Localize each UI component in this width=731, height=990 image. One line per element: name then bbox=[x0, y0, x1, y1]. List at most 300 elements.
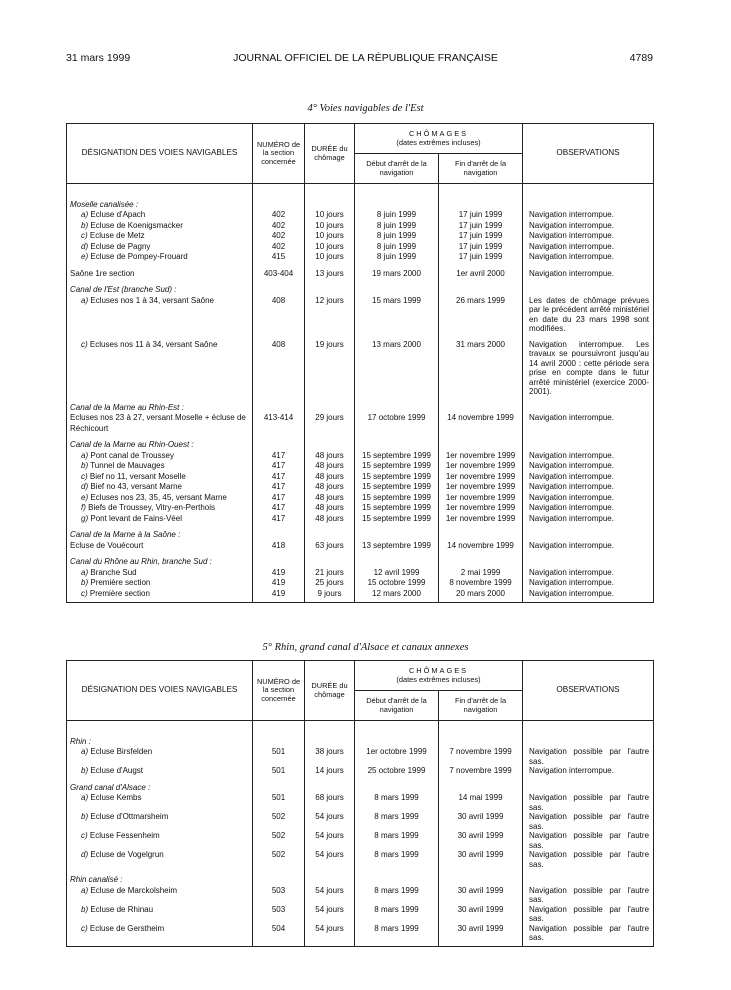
duree-cell: 68 jours bbox=[305, 793, 355, 812]
empty-cell bbox=[439, 194, 523, 211]
designation-cell bbox=[67, 578, 253, 589]
col-duree: DURÉE du chômage bbox=[305, 661, 355, 721]
empty-cell bbox=[523, 397, 654, 414]
debut-cell: 15 septembre 1999 bbox=[355, 493, 439, 504]
table-row bbox=[67, 812, 654, 831]
debut-cell: 17 octobre 1999 bbox=[355, 413, 439, 434]
empty-cell bbox=[305, 524, 355, 541]
group-heading-row bbox=[67, 397, 654, 414]
duree-cell: 48 jours bbox=[305, 514, 355, 525]
item-name: Ecluse de Pompey-Frouard bbox=[90, 252, 188, 261]
designation-cell bbox=[67, 831, 253, 850]
table-row bbox=[67, 589, 654, 603]
empty-cell bbox=[305, 551, 355, 568]
item-letter: f) bbox=[81, 503, 86, 512]
observations-cell: Navigation interrompue. bbox=[523, 493, 654, 504]
numero-cell: 417 bbox=[253, 461, 305, 472]
empty-cell bbox=[439, 777, 523, 794]
observations-cell: Les dates de chômage prévues par le précédent arrêté ministériel en date du 23 mars 1998 sont modifiées. bbox=[523, 296, 654, 334]
item-name: Ecluses nos 23 à 27, versant Moselle + écluse de Réchicourt bbox=[70, 413, 246, 433]
empty-cell bbox=[523, 721, 654, 731]
observations-cell: Navigation interrompue. bbox=[523, 252, 654, 263]
fin-cell: 20 mars 2000 bbox=[439, 589, 523, 603]
observations-cell: Navigation possible par l'autre sas. bbox=[523, 812, 654, 831]
observations-cell: Navigation possible par l'autre sas. bbox=[523, 850, 654, 869]
debut-cell: 8 mars 1999 bbox=[355, 905, 439, 924]
table-row bbox=[67, 263, 654, 280]
table-row bbox=[67, 242, 654, 253]
item-name: Ecluse d'Augst bbox=[90, 766, 144, 775]
empty-cell bbox=[305, 279, 355, 296]
empty-cell bbox=[439, 524, 523, 541]
fin-cell: 1er novembre 1999 bbox=[439, 503, 523, 514]
item-letter: a) bbox=[81, 450, 89, 460]
designation-cell bbox=[67, 296, 253, 334]
group-heading: Canal de l'Est (branche Sud) : bbox=[67, 279, 253, 296]
empty-cell bbox=[439, 434, 523, 451]
empty-cell bbox=[253, 777, 305, 794]
debut-cell: 15 septembre 1999 bbox=[355, 514, 439, 525]
numero-cell: 419 bbox=[253, 568, 305, 579]
empty-cell bbox=[523, 524, 654, 541]
group-heading: Canal de la Marne au Rhin-Est : bbox=[67, 397, 253, 414]
item-letter: a) bbox=[81, 210, 89, 219]
table-row bbox=[67, 886, 654, 905]
observations-cell: Navigation interrompue. bbox=[523, 541, 654, 552]
observations-cell: Navigation possible par l'autre sas. bbox=[523, 924, 654, 947]
item-letter: b) bbox=[81, 461, 89, 470]
item-letter: c) bbox=[81, 339, 88, 349]
empty-cell bbox=[253, 524, 305, 541]
empty-cell bbox=[439, 184, 523, 194]
fin-cell: 14 mai 1999 bbox=[439, 793, 523, 812]
duree-cell: 54 jours bbox=[305, 831, 355, 850]
debut-cell: 15 octobre 1999 bbox=[355, 578, 439, 589]
item-letter: e) bbox=[81, 492, 89, 502]
numero-cell: 502 bbox=[253, 831, 305, 850]
designation-cell bbox=[67, 812, 253, 831]
col-chomages bbox=[355, 124, 523, 154]
duree-cell: 29 jours bbox=[305, 413, 355, 434]
empty-cell bbox=[355, 524, 439, 541]
empty-cell bbox=[523, 434, 654, 451]
col-debut: Début d'arrêt de la navigation bbox=[355, 154, 439, 184]
numero-cell: 417 bbox=[253, 482, 305, 493]
fin-cell: 30 avril 1999 bbox=[439, 831, 523, 850]
numero-cell: 413-414 bbox=[253, 413, 305, 434]
designation-cell bbox=[67, 461, 253, 472]
item-name: Ecluses nos 23, 35, 45, versant Marne bbox=[90, 492, 227, 502]
group-heading-row bbox=[67, 551, 654, 568]
empty-cell bbox=[253, 434, 305, 451]
item-name: Ecluse de Vogelgrun bbox=[90, 850, 164, 859]
table-row bbox=[67, 747, 654, 766]
empty-cell bbox=[67, 184, 253, 194]
col-designation: DÉSIGNATION DES VOIES NAVIGABLES bbox=[67, 124, 253, 184]
duree-cell: 25 jours bbox=[305, 578, 355, 589]
observations-cell: Navigation possible par l'autre sas. bbox=[523, 747, 654, 766]
chomages-sub: (dates extrêmes incluses) bbox=[396, 137, 481, 147]
duree-cell: 54 jours bbox=[305, 886, 355, 905]
empty-cell bbox=[253, 194, 305, 211]
fin-cell: 31 mars 2000 bbox=[439, 334, 523, 397]
fin-cell: 17 juin 1999 bbox=[439, 231, 523, 242]
item-name: Saône 1re section bbox=[70, 268, 135, 278]
observations-cell: Navigation interrompue. bbox=[523, 461, 654, 472]
debut-cell: 12 mars 2000 bbox=[355, 589, 439, 603]
col-numero: NUMÉRO de la section concernée bbox=[253, 124, 305, 184]
item-name: Bief no 11, versant Moselle bbox=[89, 471, 186, 481]
table-row bbox=[67, 210, 654, 221]
item-name: Ecluse d'Apach bbox=[90, 210, 146, 219]
designation-cell bbox=[67, 221, 253, 232]
observations-cell: Navigation interrompue. bbox=[523, 589, 654, 603]
observations-cell: Navigation interrompue. bbox=[523, 231, 654, 242]
numero-cell: 402 bbox=[253, 210, 305, 221]
duree-cell: 38 jours bbox=[305, 747, 355, 766]
observations-cell: Navigation interrompue. bbox=[523, 514, 654, 525]
duree-cell: 12 jours bbox=[305, 296, 355, 334]
empty-cell bbox=[355, 869, 439, 886]
spacer-row bbox=[67, 721, 654, 731]
fin-cell: 1er novembre 1999 bbox=[439, 482, 523, 493]
debut-cell: 8 juin 1999 bbox=[355, 252, 439, 263]
col-duree: DURÉE du chômage bbox=[305, 124, 355, 184]
numero-cell: 418 bbox=[253, 541, 305, 552]
chomages-sub: (dates extrêmes incluses) bbox=[396, 674, 481, 684]
item-name: Pont canal de Troussey bbox=[90, 450, 174, 460]
item-name: Tunnel de Mauvages bbox=[90, 461, 165, 470]
duree-cell: 48 jours bbox=[305, 451, 355, 462]
journal-title: JOURNAL OFFICIEL DE LA RÉPUBLIQUE FRANÇAISE bbox=[233, 52, 498, 64]
empty-cell bbox=[253, 397, 305, 414]
fin-cell: 1er novembre 1999 bbox=[439, 461, 523, 472]
table-row bbox=[67, 493, 654, 504]
observations-cell: Navigation possible par l'autre sas. bbox=[523, 831, 654, 850]
empty-cell bbox=[523, 777, 654, 794]
debut-cell: 25 octobre 1999 bbox=[355, 766, 439, 777]
debut-cell: 15 septembre 1999 bbox=[355, 503, 439, 514]
debut-cell: 15 septembre 1999 bbox=[355, 482, 439, 493]
duree-cell: 14 jours bbox=[305, 766, 355, 777]
empty-cell bbox=[439, 869, 523, 886]
item-letter: b) bbox=[81, 904, 89, 914]
numero-cell: 408 bbox=[253, 334, 305, 397]
item-name: Ecluse Birsfelden bbox=[90, 747, 153, 756]
group-heading-row bbox=[67, 194, 654, 211]
empty-cell bbox=[355, 434, 439, 451]
fin-cell: 8 novembre 1999 bbox=[439, 578, 523, 589]
empty-cell bbox=[523, 194, 654, 211]
table-row bbox=[67, 482, 654, 493]
numero-cell: 417 bbox=[253, 451, 305, 462]
empty-cell bbox=[355, 731, 439, 748]
observations-cell: Navigation interrompue. bbox=[523, 242, 654, 253]
fin-cell: 14 novembre 1999 bbox=[439, 413, 523, 434]
item-name: Ecluse de Vouécourt bbox=[70, 540, 144, 550]
designation-cell bbox=[67, 472, 253, 483]
duree-cell: 54 jours bbox=[305, 850, 355, 869]
numero-cell: 501 bbox=[253, 747, 305, 766]
debut-cell: 19 mars 2000 bbox=[355, 263, 439, 280]
observations-cell: Navigation interrompue. bbox=[523, 766, 654, 777]
item-letter: d) bbox=[81, 850, 89, 859]
designation-cell bbox=[67, 905, 253, 924]
empty-cell bbox=[253, 721, 305, 731]
empty-cell bbox=[253, 869, 305, 886]
item-name: Ecluse de Metz bbox=[89, 231, 145, 240]
item-name: Biefs de Troussey, Vitry-en-Perthois bbox=[88, 503, 215, 512]
empty-cell bbox=[439, 397, 523, 414]
item-letter: d) bbox=[81, 482, 89, 491]
debut-cell: 13 mars 2000 bbox=[355, 334, 439, 397]
designation-cell bbox=[67, 766, 253, 777]
group-heading-row bbox=[67, 731, 654, 748]
observations-cell: Navigation possible par l'autre sas. bbox=[523, 905, 654, 924]
fin-cell: 30 avril 1999 bbox=[439, 812, 523, 831]
item-name: Ecluse de Koenigsmacker bbox=[90, 220, 183, 230]
section5-table bbox=[66, 660, 654, 947]
observations-cell: Navigation possible par l'autre sas. bbox=[523, 793, 654, 812]
designation-cell bbox=[67, 252, 253, 263]
item-letter: e) bbox=[81, 252, 89, 261]
fin-cell: 17 juin 1999 bbox=[439, 221, 523, 232]
empty-cell bbox=[305, 869, 355, 886]
empty-cell bbox=[305, 731, 355, 748]
table-row bbox=[67, 568, 654, 579]
empty-cell bbox=[305, 721, 355, 731]
item-letter: b) bbox=[81, 220, 89, 230]
fin-cell: 14 novembre 1999 bbox=[439, 541, 523, 552]
debut-cell: 8 mars 1999 bbox=[355, 812, 439, 831]
group-heading: Moselle canalisée : bbox=[67, 194, 253, 211]
group-heading-row bbox=[67, 869, 654, 886]
fin-cell: 1er avril 2000 bbox=[439, 263, 523, 280]
designation-cell bbox=[67, 793, 253, 812]
fin-cell: 1er novembre 1999 bbox=[439, 514, 523, 525]
page-number: 4789 bbox=[629, 52, 653, 64]
section5-title: 5° Rhin, grand canal d'Alsace et canaux annexes bbox=[262, 642, 469, 653]
numero-cell: 408 bbox=[253, 296, 305, 334]
table-row bbox=[67, 831, 654, 850]
item-letter: c) bbox=[81, 588, 88, 598]
observations-cell: Navigation interrompue. bbox=[523, 413, 654, 434]
numero-cell: 503 bbox=[253, 886, 305, 905]
item-name: Branche Sud bbox=[90, 567, 137, 577]
chomages-label: CHÔMAGES bbox=[408, 129, 469, 138]
empty-cell bbox=[305, 397, 355, 414]
numero-cell: 417 bbox=[253, 514, 305, 525]
observations-cell: Navigation interrompue. Les travaux se poursuivront jusqu'au 14 avril 2000 : cette période sera prise en compte dans le futur arrêté ministériel (exercice 2000-2001). bbox=[523, 334, 654, 397]
col-observations: OBSERVATIONS bbox=[523, 124, 654, 184]
fin-cell: 30 avril 1999 bbox=[439, 886, 523, 905]
empty-cell bbox=[523, 731, 654, 748]
item-name: Ecluses nos 11 à 34, versant Saône bbox=[89, 339, 218, 349]
duree-cell: 48 jours bbox=[305, 503, 355, 514]
item-letter: c) bbox=[81, 231, 88, 240]
fin-cell: 30 avril 1999 bbox=[439, 905, 523, 924]
table-row bbox=[67, 221, 654, 232]
numero-cell: 419 bbox=[253, 589, 305, 603]
duree-cell: 10 jours bbox=[305, 210, 355, 221]
empty-cell bbox=[253, 279, 305, 296]
col-fin: Fin d'arrêt de la navigation bbox=[439, 691, 523, 721]
designation-cell bbox=[67, 514, 253, 525]
debut-cell: 8 juin 1999 bbox=[355, 221, 439, 232]
duree-cell: 48 jours bbox=[305, 482, 355, 493]
fin-cell: 1er novembre 1999 bbox=[439, 472, 523, 483]
item-letter: c) bbox=[81, 831, 88, 840]
numero-cell: 503 bbox=[253, 905, 305, 924]
fin-cell: 30 avril 1999 bbox=[439, 850, 523, 869]
duree-cell: 10 jours bbox=[305, 231, 355, 242]
item-letter: a) bbox=[81, 567, 89, 577]
table-row bbox=[67, 514, 654, 525]
col-fin: Fin d'arrêt de la navigation bbox=[439, 154, 523, 184]
item-letter: a) bbox=[81, 885, 89, 895]
fin-cell: 2 mai 1999 bbox=[439, 568, 523, 579]
debut-cell: 8 mars 1999 bbox=[355, 793, 439, 812]
duree-cell: 19 jours bbox=[305, 334, 355, 397]
debut-cell: 12 avril 1999 bbox=[355, 568, 439, 579]
col-chomages bbox=[355, 661, 523, 691]
empty-cell bbox=[253, 551, 305, 568]
empty-cell bbox=[523, 869, 654, 886]
group-heading-row bbox=[67, 777, 654, 794]
fin-cell: 30 avril 1999 bbox=[439, 924, 523, 947]
designation-cell bbox=[67, 886, 253, 905]
empty-cell bbox=[355, 397, 439, 414]
observations-cell: Navigation interrompue. bbox=[523, 451, 654, 462]
numero-cell: 417 bbox=[253, 503, 305, 514]
group-heading-row bbox=[67, 279, 654, 296]
duree-cell: 48 jours bbox=[305, 472, 355, 483]
designation-cell bbox=[67, 924, 253, 947]
observations-cell: Navigation interrompue. bbox=[523, 210, 654, 221]
duree-cell: 13 jours bbox=[305, 263, 355, 280]
duree-cell: 10 jours bbox=[305, 252, 355, 263]
item-name: Ecluse de Pagny bbox=[90, 241, 151, 251]
numero-cell: 402 bbox=[253, 231, 305, 242]
group-heading: Canal de la Marne au Rhin-Ouest : bbox=[67, 434, 253, 451]
item-name: Ecluses nos 1 à 34, versant Saône bbox=[90, 295, 214, 305]
group-heading: Rhin canalisé : bbox=[67, 869, 253, 886]
duree-cell: 54 jours bbox=[305, 924, 355, 947]
item-letter: d) bbox=[81, 241, 89, 251]
debut-cell: 8 juin 1999 bbox=[355, 231, 439, 242]
table-row bbox=[67, 503, 654, 514]
designation-cell bbox=[67, 413, 253, 434]
item-letter: a) bbox=[81, 747, 89, 756]
numero-cell: 417 bbox=[253, 493, 305, 504]
item-letter: b) bbox=[81, 578, 89, 587]
numero-cell: 402 bbox=[253, 221, 305, 232]
observations-cell: Navigation interrompue. bbox=[523, 263, 654, 280]
debut-cell: 8 mars 1999 bbox=[355, 886, 439, 905]
group-heading: Canal du Rhône au Rhin, branche Sud : bbox=[67, 551, 253, 568]
item-letter: c) bbox=[81, 471, 88, 481]
debut-cell: 8 juin 1999 bbox=[355, 210, 439, 221]
table-row bbox=[67, 296, 654, 334]
empty-cell bbox=[523, 551, 654, 568]
debut-cell: 8 mars 1999 bbox=[355, 831, 439, 850]
observations-cell: Navigation interrompue. bbox=[523, 578, 654, 589]
empty-cell bbox=[253, 731, 305, 748]
empty-cell bbox=[67, 721, 253, 731]
item-name: Ecluse de Gerstheim bbox=[89, 923, 165, 933]
duree-cell: 54 jours bbox=[305, 812, 355, 831]
item-letter: b) bbox=[81, 766, 89, 775]
chomages-label: CHÔMAGES bbox=[408, 666, 469, 675]
designation-cell bbox=[67, 493, 253, 504]
section4-title: 4° Voies navigables de l'Est bbox=[307, 103, 424, 114]
header-date: 31 mars 1999 bbox=[66, 52, 131, 64]
debut-cell: 15 mars 1999 bbox=[355, 296, 439, 334]
designation-cell bbox=[67, 850, 253, 869]
spacer-row bbox=[67, 184, 654, 194]
group-heading-row bbox=[67, 524, 654, 541]
designation-cell bbox=[67, 210, 253, 221]
empty-cell bbox=[355, 184, 439, 194]
observations-cell: Navigation possible par l'autre sas. bbox=[523, 886, 654, 905]
empty-cell bbox=[439, 731, 523, 748]
table-row bbox=[67, 334, 654, 397]
empty-cell bbox=[439, 551, 523, 568]
item-name: Ecluse de Marckolsheim bbox=[90, 885, 178, 895]
duree-cell: 48 jours bbox=[305, 461, 355, 472]
fin-cell: 7 novembre 1999 bbox=[439, 766, 523, 777]
table-row bbox=[67, 231, 654, 242]
empty-cell bbox=[523, 279, 654, 296]
observations-cell: Navigation interrompue. bbox=[523, 221, 654, 232]
designation-cell bbox=[67, 482, 253, 493]
duree-cell: 10 jours bbox=[305, 242, 355, 253]
item-name: Ecluse Fessenheim bbox=[89, 831, 160, 840]
fin-cell: 7 novembre 1999 bbox=[439, 747, 523, 766]
designation-cell bbox=[67, 503, 253, 514]
duree-cell: 10 jours bbox=[305, 221, 355, 232]
fin-cell: 17 juin 1999 bbox=[439, 252, 523, 263]
debut-cell: 8 mars 1999 bbox=[355, 924, 439, 947]
table-row bbox=[67, 461, 654, 472]
empty-cell bbox=[355, 279, 439, 296]
empty-cell bbox=[355, 194, 439, 211]
item-letter: c) bbox=[81, 923, 88, 933]
section4-table bbox=[66, 123, 654, 603]
numero-cell: 419 bbox=[253, 578, 305, 589]
observations-cell: Navigation interrompue. bbox=[523, 568, 654, 579]
item-letter: a) bbox=[81, 793, 89, 802]
designation-cell bbox=[67, 231, 253, 242]
table-row bbox=[67, 850, 654, 869]
item-name: Ecluse d'Ottmarsheim bbox=[90, 812, 169, 821]
duree-cell: 9 jours bbox=[305, 589, 355, 603]
fin-cell: 17 juin 1999 bbox=[439, 210, 523, 221]
numero-cell: 502 bbox=[253, 812, 305, 831]
numero-cell: 402 bbox=[253, 242, 305, 253]
debut-cell: 13 septembre 1999 bbox=[355, 541, 439, 552]
group-heading: Rhin : bbox=[67, 731, 253, 748]
duree-cell: 54 jours bbox=[305, 905, 355, 924]
table-row bbox=[67, 793, 654, 812]
duree-cell: 21 jours bbox=[305, 568, 355, 579]
item-letter: b) bbox=[81, 812, 89, 821]
table-row bbox=[67, 472, 654, 483]
observations-cell: Navigation interrompue. bbox=[523, 482, 654, 493]
fin-cell: 17 juin 1999 bbox=[439, 242, 523, 253]
fin-cell: 26 mars 1999 bbox=[439, 296, 523, 334]
numero-cell: 403-404 bbox=[253, 263, 305, 280]
